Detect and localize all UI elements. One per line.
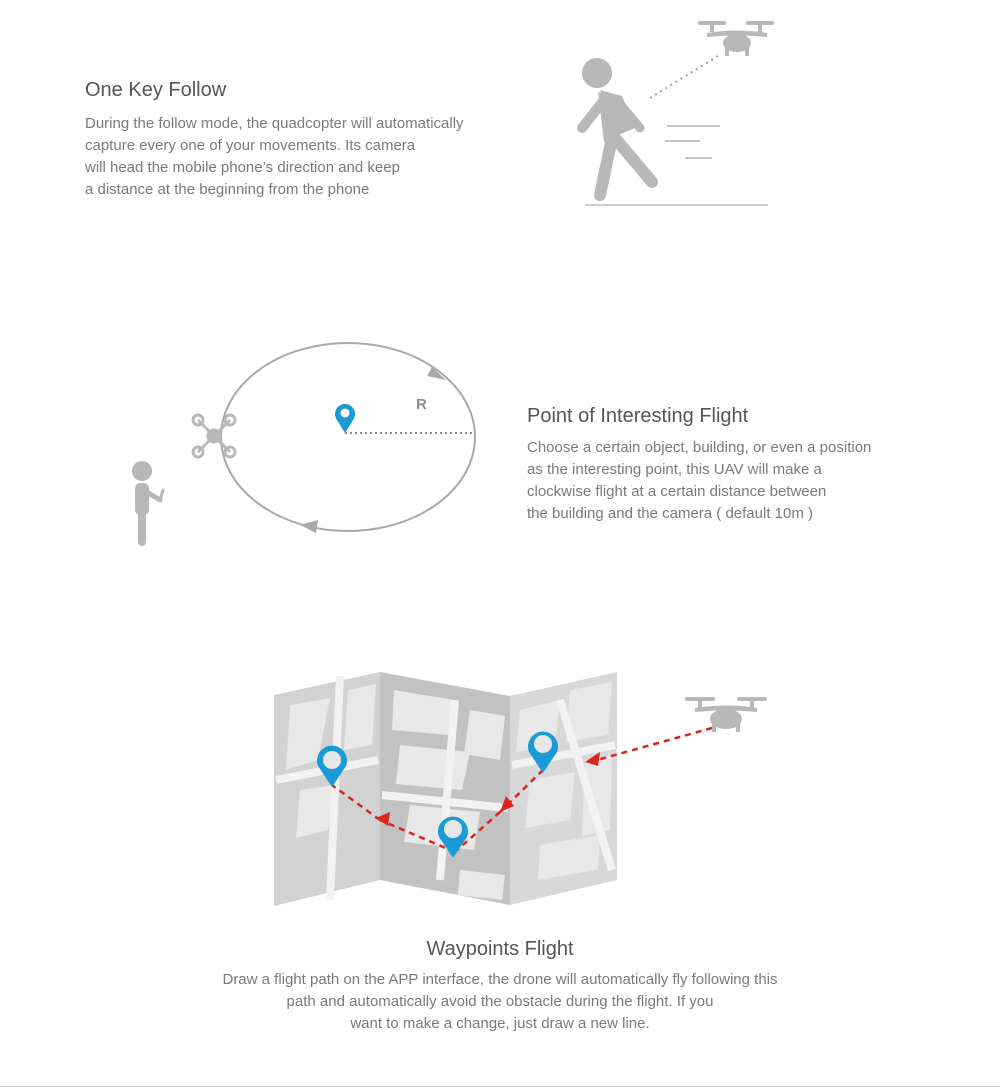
waypoints-line-3: want to make a change, just draw a new line. [350,1015,650,1032]
poi-line-4: the building and the camera ( default 10m ) [527,505,814,522]
drone-icon [698,21,774,56]
orbit-arrow-bottom [300,520,318,533]
follow-title: One Key Follow [85,79,227,101]
waypoints-line-1: Draw a flight path on the APP interface, the drone will automatically fly following this [222,971,778,988]
bottom-divider [0,1086,1000,1087]
location-pin-icon [335,404,355,433]
motion-lines [665,126,720,158]
drone-icon [685,697,767,732]
waypoints-title: Waypoints Flight [426,938,574,960]
poi-description [527,437,871,525]
follow-line-3: will head the mobile phone’s direction and keep [85,159,400,176]
drone-top-view-icon [193,415,235,457]
follow-line-4: a distance at the beginning from the phone [85,181,370,198]
poi-line-1: Choose a certain object, building, or even a position [527,439,872,456]
poi-line-3: clockwise flight at a certain distance between [527,483,827,500]
waypoints-line-2: path and automatically avoid the obstacle during the flight. If you [286,993,714,1010]
follow-link-line [650,56,718,98]
folded-map-icon [274,672,617,906]
radius-label: R [416,396,427,413]
orbit-path [221,343,475,531]
person-with-remote-icon [132,461,163,542]
follow-line-1: During the follow mode, the quadcopter will automatically [85,115,464,132]
walking-person-icon [582,58,652,195]
poi-line-2: as the interesting point, this UAV will make a [527,461,822,478]
follow-line-2: capture every one of your movements. Its camera [85,137,416,154]
waypoints-description [0,969,1000,1035]
poi-title: Point of Interesting Flight [527,405,749,427]
